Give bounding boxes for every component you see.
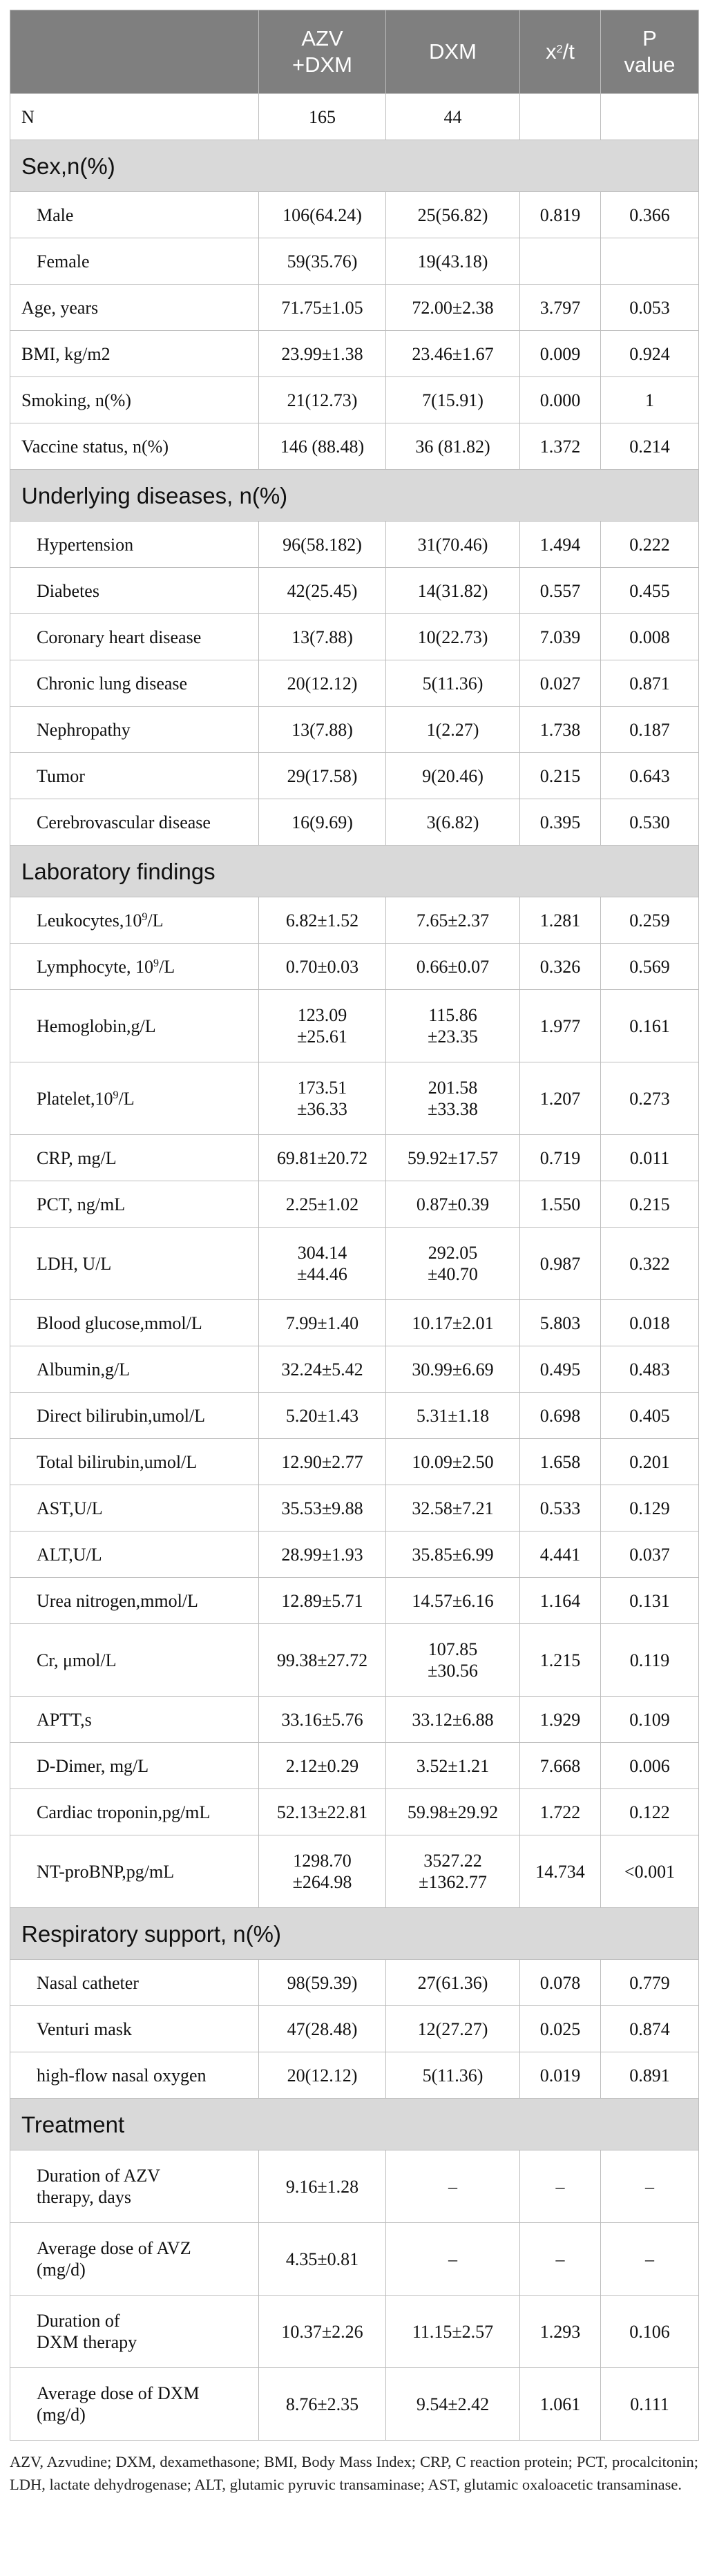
azv-dxm-value: 8.76±2.35 <box>259 2368 386 2441</box>
table-row <box>10 1485 699 1532</box>
row-label: LDH, U/L <box>10 1228 259 1300</box>
azv-dxm-value: 1298.70 ±264.98 <box>259 1835 386 1908</box>
section-row <box>10 1908 699 1960</box>
statistic-value: 0.025 <box>520 2006 601 2052</box>
row-label <box>10 944 259 990</box>
table-body <box>10 94 699 2441</box>
table-row <box>10 1181 699 1228</box>
azv-dxm-value: 28.99±1.93 <box>259 1532 386 1578</box>
azv-dxm-value: 20(12.12) <box>259 660 386 707</box>
table-row <box>10 707 699 753</box>
statistic-value: 0.698 <box>520 1393 601 1439</box>
row-label: CRP, mg/L <box>10 1135 259 1181</box>
row-label-unit: /L <box>118 1088 135 1109</box>
dxm-value: 31(70.46) <box>386 522 520 568</box>
p-value: 0.366 <box>601 192 699 238</box>
p-value: 0.273 <box>601 1062 699 1135</box>
table-row <box>10 1697 699 1743</box>
row-label: Urea nitrogen,mmol/L <box>10 1578 259 1624</box>
row-label-superscript: 9 <box>153 957 159 969</box>
azv-dxm-value: 32.24±5.42 <box>259 1346 386 1393</box>
table-row <box>10 2052 699 2099</box>
dxm-value: 11.15±2.57 <box>386 2296 520 2368</box>
p-value: 0.119 <box>601 1624 699 1697</box>
dxm-value: 9(20.46) <box>386 753 520 799</box>
p-value: 0.018 <box>601 1300 699 1346</box>
row-label: Coronary heart disease <box>10 614 259 660</box>
statistic-value: 4.441 <box>520 1532 601 1578</box>
p-value: 0.322 <box>601 1228 699 1300</box>
table-row <box>10 285 699 331</box>
azv-dxm-value: 4.35±0.81 <box>259 2223 386 2296</box>
dxm-value: 3(6.82) <box>386 799 520 846</box>
row-label-text: Leukocytes,10 <box>37 910 142 931</box>
dxm-value: 19(43.18) <box>386 238 520 285</box>
azv-dxm-value: 146 (88.48) <box>259 423 386 470</box>
dxm-value: 14.57±6.16 <box>386 1578 520 1624</box>
dxm-value: 12(27.27) <box>386 2006 520 2052</box>
statistic-value: 0.009 <box>520 331 601 377</box>
azv-dxm-value: 69.81±20.72 <box>259 1135 386 1181</box>
dxm-value: 27(61.36) <box>386 1960 520 2006</box>
azv-dxm-value: 71.75±1.05 <box>259 285 386 331</box>
statistic-value <box>520 94 601 140</box>
p-value: 0.259 <box>601 897 699 944</box>
dxm-value: 33.12±6.88 <box>386 1697 520 1743</box>
table-row <box>10 1135 699 1181</box>
statistic-value: 14.734 <box>520 1835 601 1908</box>
statistic-value: 1.281 <box>520 897 601 944</box>
table-row <box>10 614 699 660</box>
statistic-value: 0.019 <box>520 2052 601 2099</box>
table-row <box>10 192 699 238</box>
row-label: N <box>10 94 259 140</box>
row-label: Male <box>10 192 259 238</box>
table-row <box>10 1062 699 1135</box>
table-row <box>10 331 699 377</box>
row-label: BMI, kg/m2 <box>10 331 259 377</box>
dxm-value: 7.65±2.37 <box>386 897 520 944</box>
row-label: Nephropathy <box>10 707 259 753</box>
statistic-value: 0.819 <box>520 192 601 238</box>
statistic-value: 1.550 <box>520 1181 601 1228</box>
dxm-value: 201.58 ±33.38 <box>386 1062 520 1135</box>
statistic-value: 0.987 <box>520 1228 601 1300</box>
p-value: 0.161 <box>601 990 699 1062</box>
section-row <box>10 470 699 522</box>
row-label: Total bilirubin,umol/L <box>10 1439 259 1485</box>
table-row <box>10 1393 699 1439</box>
row-label: D-Dimer, mg/L <box>10 1743 259 1789</box>
statistic-value: 0.557 <box>520 568 601 614</box>
dxm-value: 1(2.27) <box>386 707 520 753</box>
row-label: Venturi mask <box>10 2006 259 2052</box>
dxm-value: 72.00±2.38 <box>386 285 520 331</box>
statistic-value: 1.215 <box>520 1624 601 1697</box>
row-label <box>10 1062 259 1135</box>
azv-dxm-value: 9.16±1.28 <box>259 2150 386 2223</box>
azv-dxm-value: 13(7.88) <box>259 614 386 660</box>
azv-dxm-value: 47(28.48) <box>259 2006 386 2052</box>
azv-dxm-value: 98(59.39) <box>259 1960 386 2006</box>
statistic-value: 1.658 <box>520 1439 601 1485</box>
azv-dxm-value: 12.89±5.71 <box>259 1578 386 1624</box>
p-value: 0.201 <box>601 1439 699 1485</box>
table-row <box>10 1743 699 1789</box>
statistic-value: 1.738 <box>520 707 601 753</box>
statistic-value: – <box>520 2223 601 2296</box>
p-value: 0.008 <box>601 614 699 660</box>
table-row <box>10 1789 699 1835</box>
statistic-value: 1.929 <box>520 1697 601 1743</box>
azv-dxm-value: 96(58.182) <box>259 522 386 568</box>
p-value: 0.129 <box>601 1485 699 1532</box>
p-value: 0.053 <box>601 285 699 331</box>
statistic-value: 0.395 <box>520 799 601 846</box>
azv-dxm-value: 16(9.69) <box>259 799 386 846</box>
statistic-value: 0.215 <box>520 753 601 799</box>
header-dxm: DXM <box>386 10 520 94</box>
azv-dxm-value: 7.99±1.40 <box>259 1300 386 1346</box>
p-value: 0.122 <box>601 1789 699 1835</box>
dxm-value: 44 <box>386 94 520 140</box>
row-label: Female <box>10 238 259 285</box>
dxm-value: 10.09±2.50 <box>386 1439 520 1485</box>
section-heading: Underlying diseases, n(%) <box>10 470 699 522</box>
row-label: Age, years <box>10 285 259 331</box>
p-value: 0.924 <box>601 331 699 377</box>
statistic-value: 0.495 <box>520 1346 601 1393</box>
table-row <box>10 753 699 799</box>
dxm-value: 25(56.82) <box>386 192 520 238</box>
row-label: NT-proBNP,pg/mL <box>10 1835 259 1908</box>
dxm-value: 23.46±1.67 <box>386 331 520 377</box>
dxm-value: – <box>386 2223 520 2296</box>
azv-dxm-value: 35.53±9.88 <box>259 1485 386 1532</box>
azv-dxm-value: 59(35.76) <box>259 238 386 285</box>
dxm-value: 9.54±2.42 <box>386 2368 520 2441</box>
row-label: Cardiac troponin,pg/mL <box>10 1789 259 1835</box>
azv-dxm-value: 12.90±2.77 <box>259 1439 386 1485</box>
table-row <box>10 2150 699 2223</box>
table-row <box>10 2296 699 2368</box>
statistic-value: 1.164 <box>520 1578 601 1624</box>
row-label: Blood glucose,mmol/L <box>10 1300 259 1346</box>
row-label-unit: /L <box>147 910 164 931</box>
dxm-value: 107.85 ±30.56 <box>386 1624 520 1697</box>
azv-dxm-value: 21(12.73) <box>259 377 386 423</box>
p-value: 0.569 <box>601 944 699 990</box>
statistic-value: 0.000 <box>520 377 601 423</box>
statistic-value: 0.719 <box>520 1135 601 1181</box>
dxm-value: 10(22.73) <box>386 614 520 660</box>
dxm-value: 115.86 ±23.35 <box>386 990 520 1062</box>
table-row <box>10 2223 699 2296</box>
table-row <box>10 944 699 990</box>
statistic-value: 0.078 <box>520 1960 601 2006</box>
row-label: Cr, μmol/L <box>10 1624 259 1697</box>
p-value: 0.215 <box>601 1181 699 1228</box>
dxm-value: 3527.22 ±1362.77 <box>386 1835 520 1908</box>
row-label: Duration of AZV therapy, days <box>10 2150 259 2223</box>
row-label: Duration of DXM therapy <box>10 2296 259 2368</box>
azv-dxm-value: 42(25.45) <box>259 568 386 614</box>
p-value: 1 <box>601 377 699 423</box>
dxm-value: 59.92±17.57 <box>386 1135 520 1181</box>
section-heading: Treatment <box>10 2099 699 2150</box>
statistic-value: 5.803 <box>520 1300 601 1346</box>
statistic-value <box>520 238 601 285</box>
statistic-value: 1.494 <box>520 522 601 568</box>
p-value: 0.455 <box>601 568 699 614</box>
table-row <box>10 990 699 1062</box>
dxm-value: 59.98±29.92 <box>386 1789 520 1835</box>
p-value: 0.106 <box>601 2296 699 2368</box>
statistic-value: 3.797 <box>520 285 601 331</box>
p-value: 0.011 <box>601 1135 699 1181</box>
azv-dxm-value: 20(12.12) <box>259 2052 386 2099</box>
azv-dxm-value: 304.14 ±44.46 <box>259 1228 386 1300</box>
azv-dxm-value: 2.25±1.02 <box>259 1181 386 1228</box>
p-value: 0.405 <box>601 1393 699 1439</box>
dxm-value: 7(15.91) <box>386 377 520 423</box>
p-value <box>601 238 699 285</box>
header-blank-cell <box>10 10 259 94</box>
azv-dxm-value: 13(7.88) <box>259 707 386 753</box>
table-row <box>10 1439 699 1485</box>
table-container <box>10 10 698 2496</box>
row-label: APTT,s <box>10 1697 259 1743</box>
azv-dxm-value: 33.16±5.76 <box>259 1697 386 1743</box>
header-azv-dxm: AZV +DXM <box>259 10 386 94</box>
azv-dxm-value: 0.70±0.03 <box>259 944 386 990</box>
table-row <box>10 94 699 140</box>
table-row <box>10 1960 699 2006</box>
statistic-value: 0.326 <box>520 944 601 990</box>
statistic-value: 1.977 <box>520 990 601 1062</box>
azv-dxm-value: 173.51 ±36.33 <box>259 1062 386 1135</box>
dxm-value: 32.58±7.21 <box>386 1485 520 1532</box>
dxm-value: 10.17±2.01 <box>386 1300 520 1346</box>
table-row <box>10 897 699 944</box>
statistic-value: 1.722 <box>520 1789 601 1835</box>
row-label: Vaccine status, n(%) <box>10 423 259 470</box>
dxm-value: 0.87±0.39 <box>386 1181 520 1228</box>
p-value: 0.643 <box>601 753 699 799</box>
row-label: Tumor <box>10 753 259 799</box>
p-value: 0.891 <box>601 2052 699 2099</box>
row-label-unit: /L <box>158 956 175 977</box>
row-label: AST,U/L <box>10 1485 259 1532</box>
section-heading: Laboratory findings <box>10 846 699 897</box>
statistic-value: 7.668 <box>520 1743 601 1789</box>
azv-dxm-value: 5.20±1.43 <box>259 1393 386 1439</box>
row-label-superscript: 9 <box>142 910 148 923</box>
row-label: Hypertension <box>10 522 259 568</box>
table-row <box>10 799 699 846</box>
row-label: Chronic lung disease <box>10 660 259 707</box>
p-value: – <box>601 2150 699 2223</box>
azv-dxm-value: 99.38±27.72 <box>259 1624 386 1697</box>
table-row <box>10 1835 699 1908</box>
dxm-value: 3.52±1.21 <box>386 1743 520 1789</box>
p-value: 0.779 <box>601 1960 699 2006</box>
row-label: Hemoglobin,g/L <box>10 990 259 1062</box>
azv-dxm-value: 52.13±22.81 <box>259 1789 386 1835</box>
azv-dxm-value: 29(17.58) <box>259 753 386 799</box>
section-heading: Respiratory support, n(%) <box>10 1908 699 1960</box>
row-label <box>10 897 259 944</box>
section-row <box>10 846 699 897</box>
p-value: 0.037 <box>601 1532 699 1578</box>
row-label: Nasal catheter <box>10 1960 259 2006</box>
dxm-value: 36 (81.82) <box>386 423 520 470</box>
table-row <box>10 238 699 285</box>
p-value: 0.214 <box>601 423 699 470</box>
row-label-text: Lymphocyte, 10 <box>37 956 153 977</box>
p-value: 0.187 <box>601 707 699 753</box>
azv-dxm-value: 23.99±1.38 <box>259 331 386 377</box>
dxm-value: 5(11.36) <box>386 660 520 707</box>
table-row <box>10 1228 699 1300</box>
azv-dxm-value: 6.82±1.52 <box>259 897 386 944</box>
p-value: 0.109 <box>601 1697 699 1743</box>
dxm-value: 5.31±1.18 <box>386 1393 520 1439</box>
dxm-value: 5(11.36) <box>386 2052 520 2099</box>
statistic-value: 1.207 <box>520 1062 601 1135</box>
p-value: 0.131 <box>601 1578 699 1624</box>
p-value: 0.530 <box>601 799 699 846</box>
row-label: Average dose of AVZ (mg/d) <box>10 2223 259 2296</box>
p-value <box>601 94 699 140</box>
statistic-value: 1.061 <box>520 2368 601 2441</box>
azv-dxm-value: 10.37±2.26 <box>259 2296 386 2368</box>
row-label: high-flow nasal oxygen <box>10 2052 259 2099</box>
table-row <box>10 1300 699 1346</box>
row-label: Diabetes <box>10 568 259 614</box>
p-value: 0.222 <box>601 522 699 568</box>
table-row <box>10 660 699 707</box>
p-value: <0.001 <box>601 1835 699 1908</box>
statistic-value: 1.293 <box>520 2296 601 2368</box>
table-footnote: AZV, Azvudine; DXM, dexamethasone; BMI, Body Mass Index; CRP, C reaction protein; PCT, procalcitonin; LDH, lactate dehydrogenase; ALT, glutamic pyruvic transaminase; AST, glutamic oxaloacetic transaminase. <box>10 2453 698 2493</box>
table-row <box>10 1532 699 1578</box>
table-row <box>10 522 699 568</box>
p-value: 0.871 <box>601 660 699 707</box>
dxm-value: 292.05 ±40.70 <box>386 1228 520 1300</box>
dxm-value: 14(31.82) <box>386 568 520 614</box>
row-label: Cerebrovascular disease <box>10 799 259 846</box>
statistic-value: 7.039 <box>520 614 601 660</box>
p-value: 0.111 <box>601 2368 699 2441</box>
header-p-value: P value <box>601 10 699 94</box>
azv-dxm-value: 123.09 ±25.61 <box>259 990 386 1062</box>
table-row <box>10 1346 699 1393</box>
row-label: PCT, ng/mL <box>10 1181 259 1228</box>
azv-dxm-value: 106(64.24) <box>259 192 386 238</box>
statistic-value: – <box>520 2150 601 2223</box>
p-value: 0.483 <box>601 1346 699 1393</box>
row-label: Average dose of DXM (mg/d) <box>10 2368 259 2441</box>
statistic-value: 1.372 <box>520 423 601 470</box>
table-row <box>10 568 699 614</box>
dxm-value: 0.66±0.07 <box>386 944 520 990</box>
row-label-text: Platelet,10 <box>37 1088 113 1109</box>
p-value: – <box>601 2223 699 2296</box>
dxm-value: – <box>386 2150 520 2223</box>
row-label-superscript: 9 <box>113 1089 119 1101</box>
table-row <box>10 423 699 470</box>
section-heading: Sex,n(%) <box>10 140 699 192</box>
table-row <box>10 2368 699 2441</box>
p-value: 0.006 <box>601 1743 699 1789</box>
row-label: Smoking, n(%) <box>10 377 259 423</box>
statistic-value: 0.027 <box>520 660 601 707</box>
statistic-value: 0.533 <box>520 1485 601 1532</box>
azv-dxm-value: 165 <box>259 94 386 140</box>
row-label: Direct bilirubin,umol/L <box>10 1393 259 1439</box>
table-row <box>10 1624 699 1697</box>
table-header <box>10 10 699 94</box>
table-row <box>10 2006 699 2052</box>
section-row <box>10 2099 699 2150</box>
row-label: ALT,U/L <box>10 1532 259 1578</box>
section-row <box>10 140 699 192</box>
dxm-value: 35.85±6.99 <box>386 1532 520 1578</box>
dxm-value: 30.99±6.69 <box>386 1346 520 1393</box>
header-statistic: $x^2/t$ <box>520 10 601 94</box>
azv-dxm-value: 2.12±0.29 <box>259 1743 386 1789</box>
baseline-characteristics-table <box>10 10 699 2441</box>
row-label: Albumin,g/L <box>10 1346 259 1393</box>
p-value: 0.874 <box>601 2006 699 2052</box>
table-row <box>10 377 699 423</box>
table-row <box>10 1578 699 1624</box>
